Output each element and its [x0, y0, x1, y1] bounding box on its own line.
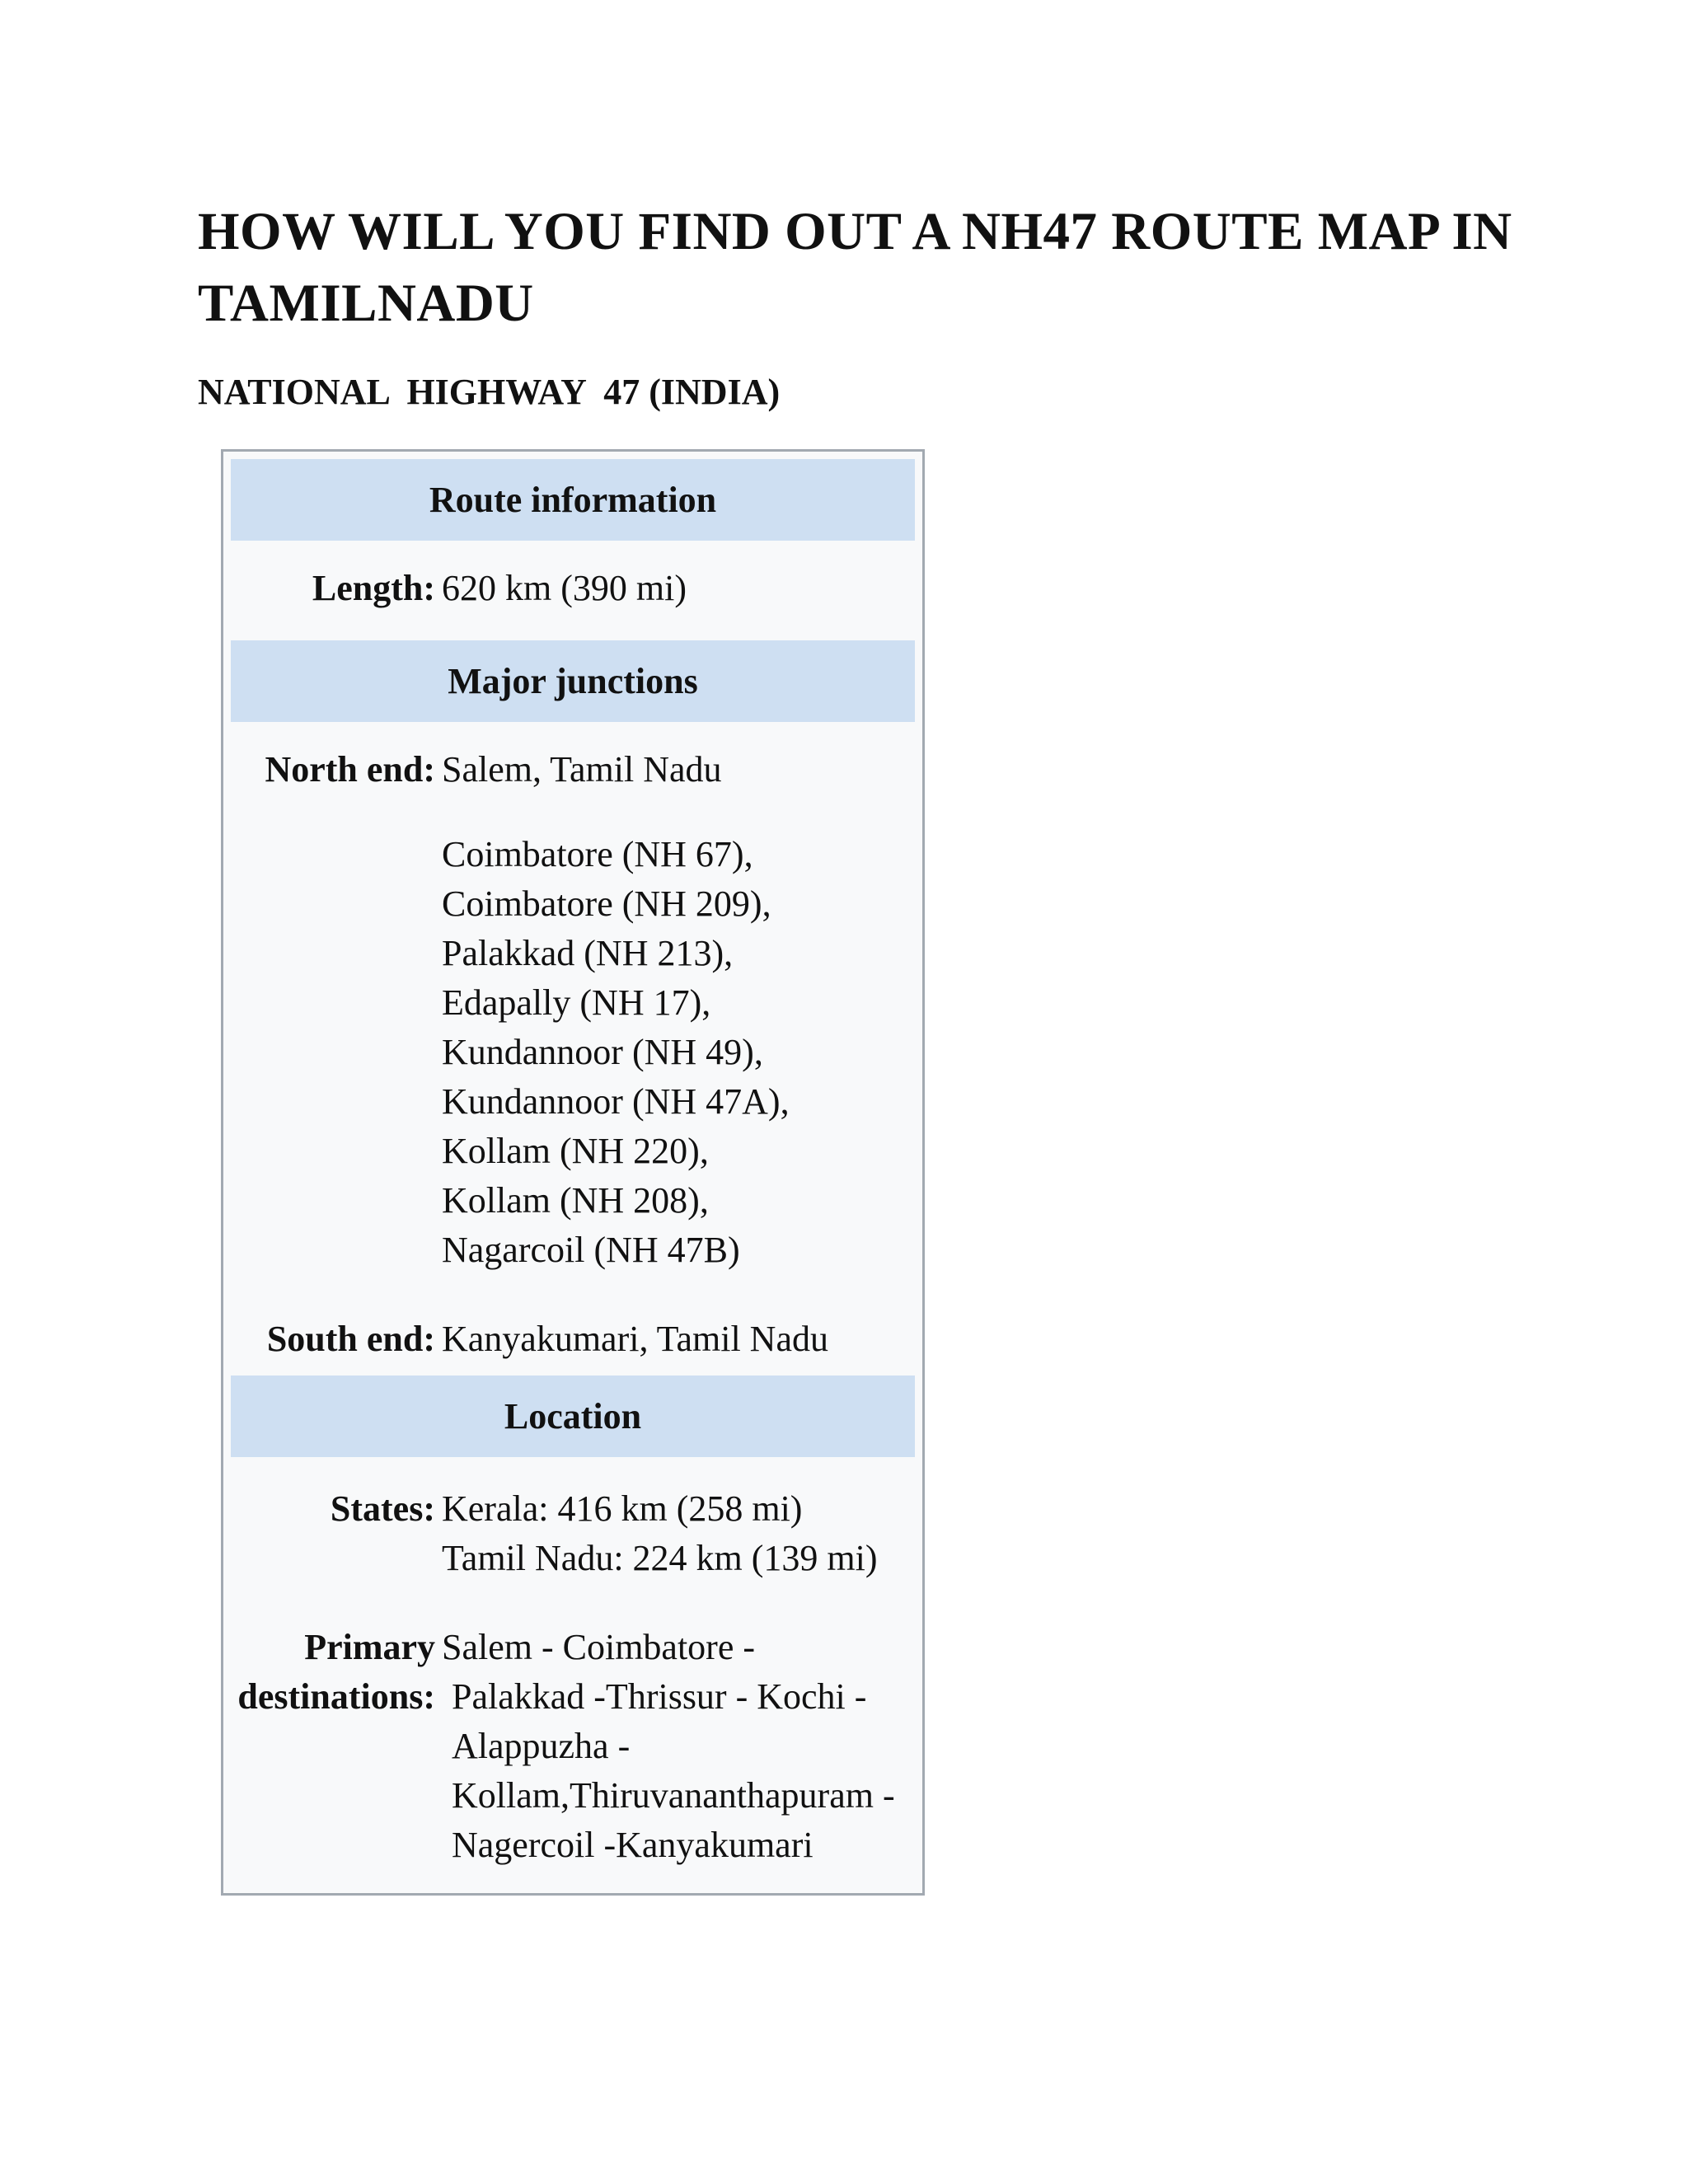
south-end-label: South end: [266, 1319, 435, 1359]
junction-item: Nagarcoil (NH 47B) [442, 1230, 740, 1270]
primary-destinations-label-line: Primary [304, 1627, 435, 1667]
north-end-value: Salem, Tamil Nadu [442, 749, 722, 790]
north-end-label: North end: [265, 749, 435, 790]
page-title: HOW WILL YOU FIND OUT A NH47 ROUTE MAP IN TAMILNADU [198, 202, 1512, 333]
junction-item: Edapally (NH 17), [442, 982, 711, 1023]
page-subtitle: NATIONAL HIGHWAY 47 (INDIA) [198, 372, 781, 412]
junction-item: Palakkad (NH 213), [442, 933, 734, 973]
junction-item: Coimbatore (NH 209), [442, 883, 771, 924]
state-item: Tamil Nadu: 224 km (139 mi) [442, 1538, 878, 1578]
section-header-major-junctions: Major junctions [231, 640, 915, 722]
junctions-row [231, 810, 915, 1291]
junction-item: Kollam (NH 208), [442, 1180, 709, 1221]
primary-destinations-label-line: destinations: [237, 1676, 435, 1717]
junctions-label [231, 830, 442, 1275]
highway-infobox [221, 449, 925, 1896]
junction-item: Kundannoor (NH 47A), [442, 1081, 790, 1122]
junction-item: Kollam (NH 220), [442, 1131, 709, 1171]
destination-line: Alappuzha - [452, 1726, 631, 1766]
junctions-list [442, 830, 915, 1275]
section-header-location: Location [231, 1376, 915, 1457]
north-end-row [231, 722, 915, 810]
primary-destinations-label [231, 1623, 442, 1870]
south-end-value: Kanyakumari, Tamil Nadu [442, 1319, 828, 1359]
destination-line: Salem - Coimbatore - [442, 1627, 756, 1667]
primary-destinations-list [442, 1623, 915, 1870]
destination-line: Nagercoil -Kanyakumari [452, 1825, 814, 1865]
section-header-route-information: Route information [231, 459, 915, 541]
destination-line: Kollam,Thiruvananthapuram - [452, 1775, 895, 1816]
length-row [231, 541, 915, 640]
states-list [442, 1484, 915, 1583]
length-label: Length: [312, 568, 435, 608]
south-end-row [231, 1291, 915, 1376]
junction-item: Kundannoor (NH 49), [442, 1032, 763, 1072]
destination-line: Palakkad -Thrissur - Kochi - [452, 1676, 867, 1717]
primary-destinations-row [231, 1600, 915, 1870]
length-value: 620 km (390 mi) [442, 568, 687, 608]
junction-item: Coimbatore (NH 67), [442, 834, 753, 874]
state-item: Kerala: 416 km (258 mi) [442, 1488, 803, 1529]
states-row [231, 1457, 915, 1600]
states-label: States: [330, 1488, 435, 1529]
